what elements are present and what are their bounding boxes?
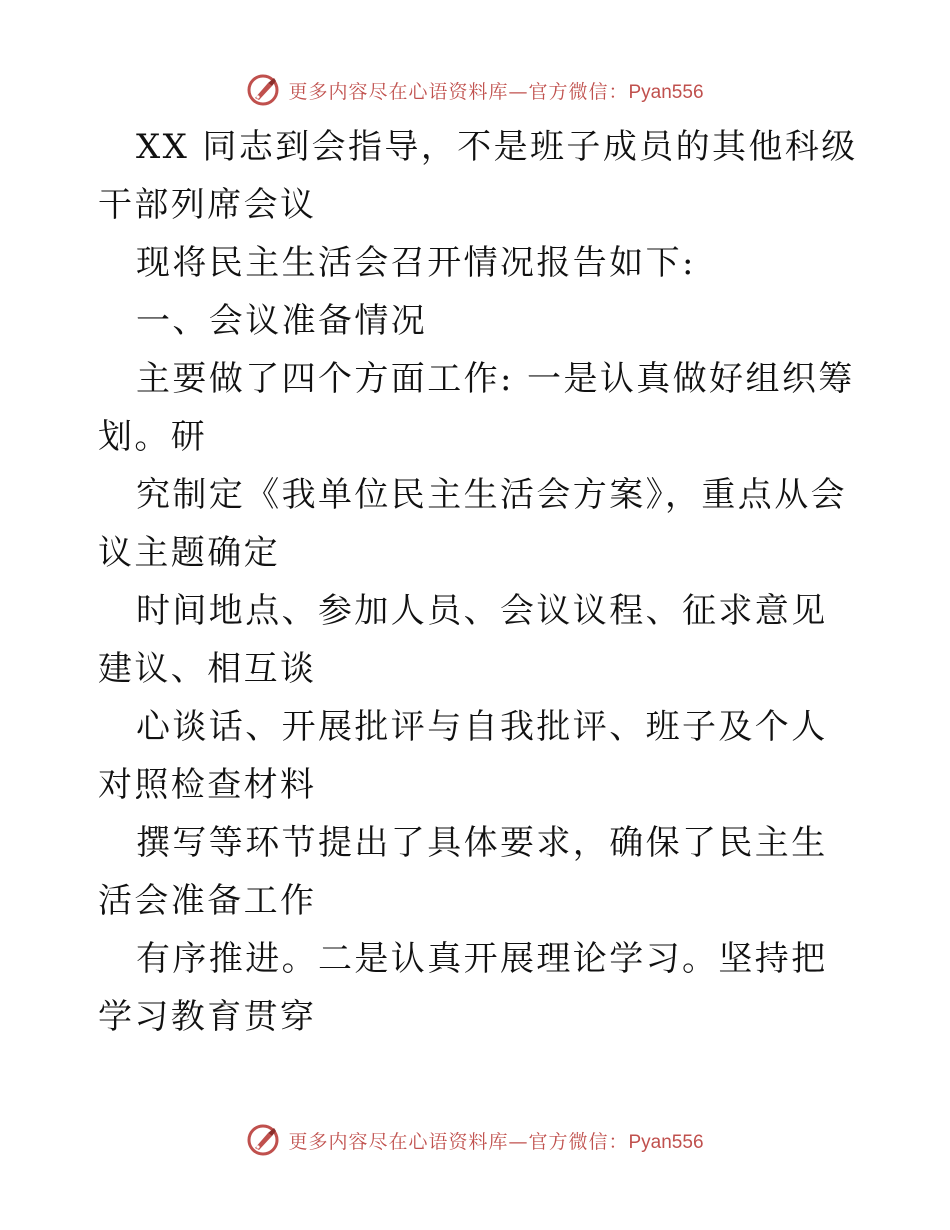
paragraph: 主要做了四个方面工作: 一是认真做好组织筹划。研 xyxy=(98,359,855,457)
paragraph: XX 同志到会指导，不是班子成员的其他科级干部列席会议 xyxy=(98,127,858,225)
paragraph: 心谈话、开展批评与自我批评、班子及个人对照检查材料 xyxy=(98,707,828,805)
footer-watermark xyxy=(0,1120,950,1160)
section-heading: 一、会议准备情况 xyxy=(136,301,428,341)
header-watermark xyxy=(0,70,950,110)
pen-quill-logo-icon xyxy=(246,1123,280,1157)
document-body xyxy=(98,118,858,1046)
paragraph: 有序推进。二是认真开展理论学习。坚持把学习教育贯穿 xyxy=(98,939,828,1037)
watermark-wechat-id: Pyan556 xyxy=(628,81,704,103)
pen-quill-logo-icon xyxy=(246,73,280,107)
paragraph: 现将民主生活会召开情况报告如下: xyxy=(136,243,696,283)
paragraph: 时间地点、参加人员、会议议程、征求意见建议、相互谈 xyxy=(98,591,828,689)
watermark-text: 更多内容尽在心语资料库—官方微信：Pyan556 xyxy=(288,80,704,103)
watermark-text: 更多内容尽在心语资料库—官方微信：Pyan556 xyxy=(288,1130,704,1153)
watermark-wechat-id: Pyan556 xyxy=(628,1131,704,1153)
paragraph: 撰写等环节提出了具体要求，确保了民主生活会准备工作 xyxy=(98,823,828,921)
paragraph: 究制定《我单位民主生活会方案》，重点从会议主题确定 xyxy=(98,475,847,573)
